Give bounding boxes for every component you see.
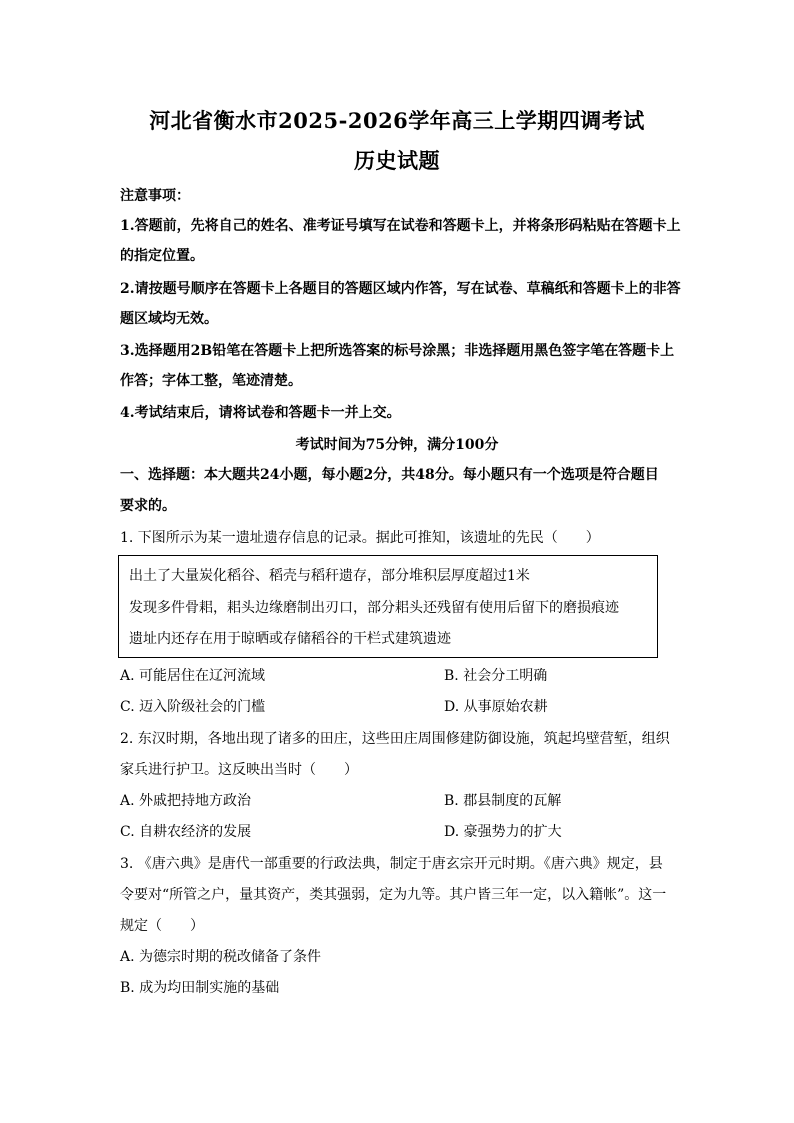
question-2-stem-line-1: 2. 东汉时期，各地出现了诸多的田庄，这些田庄周围修建防御设施，筑起坞壁营堑，组织 bbox=[120, 731, 670, 747]
exam-info: 考试时间为75分钟，满分100分 bbox=[295, 437, 499, 453]
question-3-stem-line-2: 令要对“所管之户，量其资产，类其强弱，定为九等。其户皆三年一定，以入籍帐”。这一 bbox=[120, 887, 667, 903]
notice-line-4: 题区域均无效。 bbox=[120, 311, 218, 327]
question-1-info-box bbox=[118, 555, 658, 658]
question-3-stem-line-1: 3. 《唐六典》是唐代一部重要的行政法典，制定于唐玄宗开元时期。《唐六典》规定，县 bbox=[120, 856, 663, 872]
notice-line-2: 的指定位置。 bbox=[120, 248, 204, 264]
info-box-line-3: 遗址内还存在用于晾晒或存储稻谷的干栏式建筑遗迹 bbox=[129, 631, 451, 647]
question-1-stem: 1. 下图所示为某一遗址遗存信息的记录。据此可推知，该遗址的先民（ ） bbox=[120, 530, 600, 546]
question-2-option-b[interactable]: B. 郡县制度的瓦解 bbox=[444, 793, 562, 809]
notice-line-7: 4.考试结束后，请将试卷和答题卡一并上交。 bbox=[120, 405, 401, 421]
question-1-option-c[interactable]: C. 迈入阶级社会的门槛 bbox=[120, 699, 266, 715]
info-box-line-2: 发现多件骨耜，耜头边缘磨制出刃口，部分耜头还残留有使用后留下的磨损痕迹 bbox=[129, 600, 619, 616]
notice-line-5: 3.选择题用2B铅笔在答题卡上把所选答案的标号涂黑；非选择题用黑色签字笔在答题卡上 bbox=[120, 343, 675, 359]
question-1-option-d[interactable]: D. 从事原始农耕 bbox=[444, 699, 548, 715]
question-3-option-b[interactable]: B. 成为均田制实施的基础 bbox=[120, 980, 280, 996]
exam-subject-title: 历史试题 bbox=[354, 148, 440, 173]
question-2-option-a[interactable]: A. 外戚把持地方政治 bbox=[120, 793, 252, 809]
notice-line-3: 2.请按题号顺序在答题卡上各题目的答题区域内作答，写在试卷、草稿纸和答题卡上的非答 bbox=[120, 281, 681, 297]
question-2-stem-line-2: 家兵进行护卫。这反映出当时（ ） bbox=[120, 762, 358, 778]
question-3-option-a[interactable]: A. 为德宗时期的税改储备了条件 bbox=[120, 949, 322, 965]
question-2-option-c[interactable]: C. 自耕农经济的发展 bbox=[120, 824, 252, 840]
section-heading-line-2: 要求的。 bbox=[120, 498, 176, 514]
section-heading-line-1: 一、选择题：本大题共24小题，每小题2分，共48分。每小题只有一个选项是符合题目 bbox=[120, 467, 659, 483]
question-3-stem-line-3: 规定（ ） bbox=[120, 918, 204, 934]
question-1-option-a[interactable]: A. 可能居住在辽河流域 bbox=[120, 668, 266, 684]
question-2-option-d[interactable]: D. 豪强势力的扩大 bbox=[444, 824, 562, 840]
question-1-option-b[interactable]: B. 社会分工明确 bbox=[444, 668, 548, 684]
exam-title: 河北省衡水市2025-2026学年高三上学期四调考试 bbox=[149, 108, 645, 133]
notice-heading: 注意事项： bbox=[120, 188, 190, 204]
notice-line-1: 1.答题前，先将自己的姓名、准考证号填写在试卷和答题卡上，并将条形码粘贴在答题卡上 bbox=[120, 218, 681, 234]
info-box-line-1: 出土了大量炭化稻谷、稻壳与稻秆遗存，部分堆积层厚度超过1米 bbox=[129, 568, 530, 584]
notice-line-6: 作答；字体工整，笔迹清楚。 bbox=[120, 373, 302, 389]
